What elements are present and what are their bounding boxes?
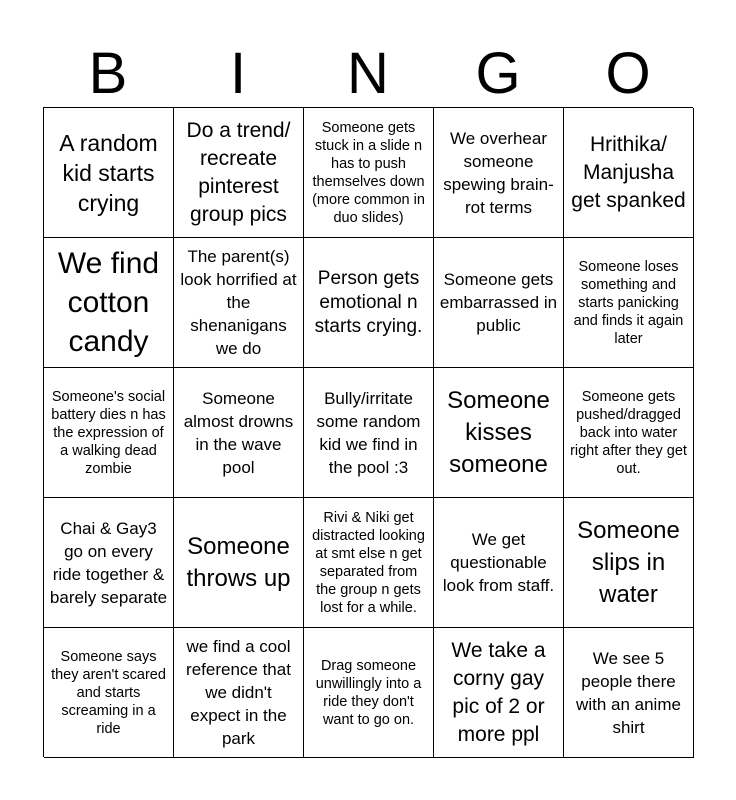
bingo-cell-r5c2[interactable]: [174, 628, 304, 758]
bingo-cell-r3c2[interactable]: [174, 368, 304, 498]
header-letter-i: I: [229, 41, 247, 106]
bingo-cell-r3c4[interactable]: [434, 368, 564, 498]
bingo-cell-r2c3[interactable]: [304, 238, 434, 368]
bingo-cell-r4c3[interactable]: [304, 498, 434, 628]
cell-text: we find a cool reference that we didn't expect in the park: [186, 637, 291, 748]
cell-text: Someone kisses someone: [447, 386, 550, 478]
bingo-cell-r4c2[interactable]: [174, 498, 304, 628]
cell-text: Someone slips in water: [577, 516, 680, 608]
cell-text: The parent(s) look horrified at the shenanigans we do: [180, 247, 297, 358]
cell-text: Someone says they aren't scared and starts screaming in a ride: [51, 648, 166, 737]
cell-text: Someone almost drowns in the wave pool: [183, 388, 294, 477]
bingo-cell-r1c5[interactable]: [564, 108, 694, 238]
bingo-cell-r2c2[interactable]: [174, 238, 304, 368]
bingo-cell-r5c3[interactable]: [304, 628, 434, 758]
cell-text: Do a trend/ recreate pinterest group pics: [186, 118, 291, 226]
cell-text: We take a corny gay pic of 2 or more ppl: [451, 638, 546, 746]
bingo-cell-r3c5[interactable]: [564, 368, 694, 498]
cell-text: Drag someone unwillingly into a ride they don't want to go on.: [315, 657, 422, 728]
bingo-cell-r2c4[interactable]: [434, 238, 564, 368]
cell-text: Someone loses something and starts panicking and finds it again later: [573, 258, 684, 347]
bingo-cell-r4c4[interactable]: [434, 498, 564, 628]
cell-text: We see 5 people there with an anime shirt: [576, 648, 681, 737]
bingo-cell-r1c2[interactable]: [174, 108, 304, 238]
cell-text: Person gets emotional n starts crying.: [314, 267, 423, 337]
cell-text: Someone throws up: [186, 532, 291, 592]
header-letter-g: G: [475, 41, 521, 106]
cell-text: Rivi & Niki get distracted looking at smt else n get separated from the group n gets lost for a while.: [312, 509, 425, 616]
header-letter-o: O: [605, 41, 651, 106]
cell-text: Bully/irritate some random kid we find in the pool :3: [316, 388, 421, 477]
bingo-cell-r2c5[interactable]: [564, 238, 694, 368]
cell-text: Someone gets embarrassed in public: [439, 270, 558, 335]
bingo-cell-r5c5[interactable]: [564, 628, 694, 758]
header-letter-b: B: [88, 41, 128, 106]
cell-text: Someone's social battery dies n has the expression of a walking dead zombie: [51, 388, 166, 477]
bingo-cell-r3c1[interactable]: [44, 368, 174, 498]
header-letter-n: N: [347, 41, 389, 106]
cell-text: We find cotton candy: [57, 247, 160, 358]
cell-text: A random kid starts crying: [59, 129, 158, 216]
bingo-cell-r4c5[interactable]: [564, 498, 694, 628]
bingo-cell-r1c4[interactable]: [434, 108, 564, 238]
cell-text: Someone gets stuck in a slide n has to push themselves down (more common in duo slides): [312, 119, 425, 226]
bingo-cell-r3c3[interactable]: [304, 368, 434, 498]
bingo-cell-r5c1[interactable]: [44, 628, 174, 758]
bingo-cell-r2c1[interactable]: [44, 238, 174, 368]
bingo-cell-r5c4[interactable]: [434, 628, 564, 758]
cell-text: Someone gets pushed/dragged back into water right after they get out.: [570, 388, 687, 477]
bingo-header: [43, 40, 693, 108]
bingo-cell-r1c1[interactable]: [44, 108, 174, 238]
cell-text: We get questionable look from staff.: [442, 530, 555, 595]
bingo-cell-r1c3[interactable]: [304, 108, 434, 238]
bingo-grid: [43, 107, 693, 757]
bingo-cell-r4c1[interactable]: [44, 498, 174, 628]
cell-text: Hrithika/ Manjusha get spanked: [571, 132, 686, 212]
cell-text: We overhear someone spewing brain-rot terms: [443, 128, 554, 217]
cell-text: Chai & Gay3 go on every ride together & barely separate: [49, 518, 168, 607]
